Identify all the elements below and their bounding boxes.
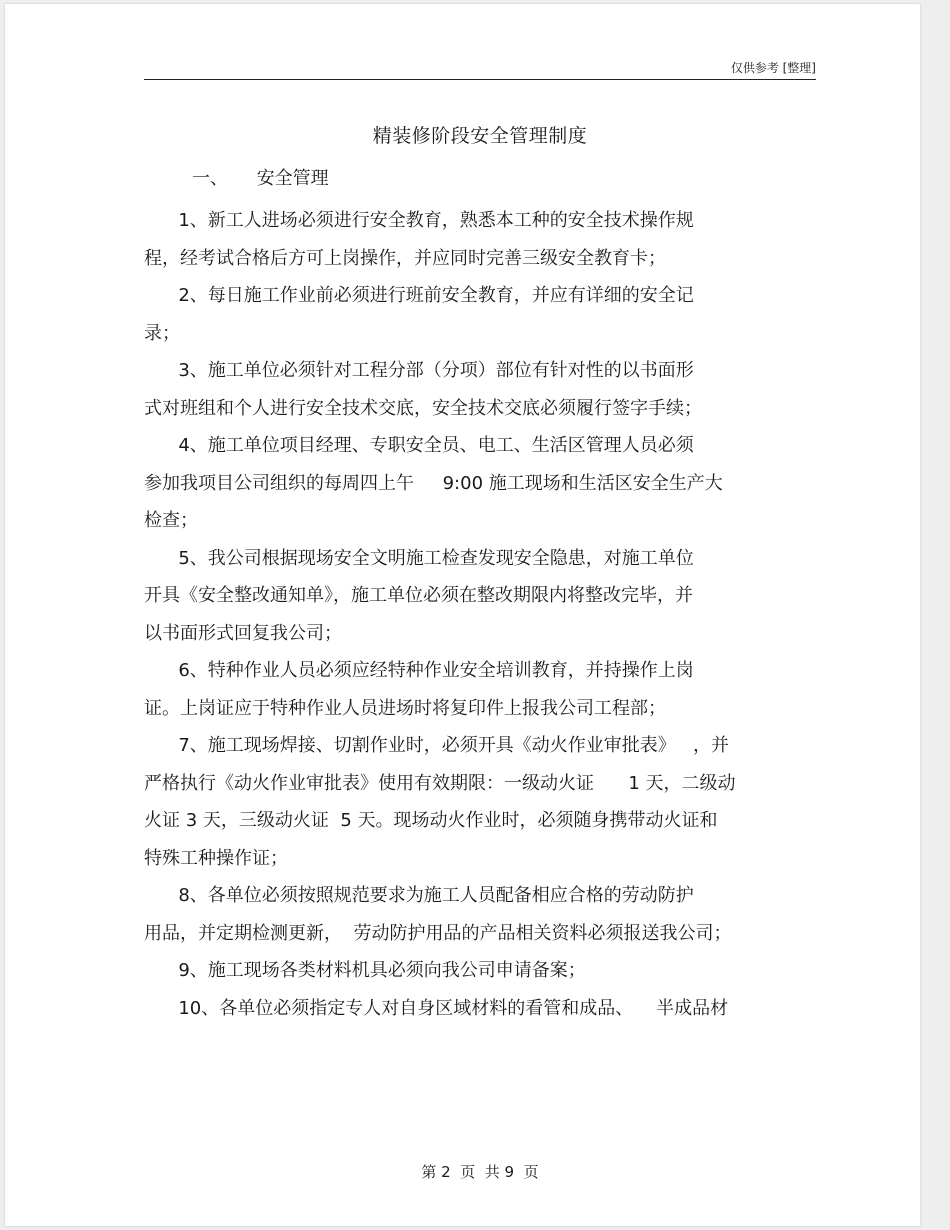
paragraph-line: 1、新工人进场必须进行安全教育，熟悉本工种的安全技术操作规 [144,210,694,231]
paragraph-line: 8、各单位必须按照规范要求为施工人员配备相应合格的劳动防护 [144,885,694,906]
paragraph-line: 录； [144,322,180,344]
paragraph-line: 以书面形式回复我公司； [144,622,342,644]
paragraph-line: 检查； [144,510,198,531]
paragraph-line: 4、施工单位项目经理、专职安全员、电工、生活区管理人员必须 [144,435,694,456]
paragraph-line: 开具《安全整改通知单》，施工单位必须在整改期限内将整改完毕，并 [144,585,693,606]
header-note: 仅供参考 [整理] [730,61,816,75]
paragraph-line: 10、各单位必须指定专人对自身区域材料的看管和成品、 半成品材 [144,997,729,1019]
header-divider [144,79,816,80]
paragraph-line: 7、施工现场焊接、切割作业时，必须开具《动火作业审批表》 ，并 [144,735,729,756]
paragraph-line: 特殊工种操作证； [144,847,288,869]
section-heading: 一、 安全管理 [192,168,329,189]
document-title: 精装修阶段安全管理制度 [372,125,588,147]
document-page [5,4,920,1226]
page-footer: 第 2 页 共 9 页 [421,1163,539,1181]
paragraph-line: 用品，并定期检测更新， 劳动防护用品的产品相关资料必须报送我公司； [144,922,732,944]
paragraph-line: 严格执行《动火作业审批表》使用有效期限：一级动火证 1 天，二级动 [144,772,736,794]
paragraph-line: 3、施工单位必须针对工程分部（分项）部位有针对性的以书面形 [144,360,694,381]
paragraph-line: 证。上岗证应于特种作业人员进场时将复印件上报我公司工程部； [144,697,666,719]
paragraph-line: 9、施工现场各类材料机具必须向我公司申请备案； [144,960,586,981]
paragraph-line: 参加我项目公司组织的每周四上午 9:00 施工现场和生活区安全生产大 [144,472,723,494]
paragraph-line: 火证 3 天，三级动火证 5 天。现场动火作业时，必须随身携带动火证和 [144,810,718,831]
paragraph-line: 6、特种作业人员必须应经特种作业安全培训教育，并持操作上岗 [144,660,694,681]
paragraph-line: 式对班组和个人进行安全技术交底，安全技术交底必须履行签字手续； [144,397,702,419]
paragraph-line: 程，经考试合格后方可上岗操作，并应同时完善三级安全教育卡； [144,247,666,269]
body-text [144,202,816,1027]
paragraph-line: 2、每日施工作业前必须进行班前安全教育，并应有详细的安全记 [144,285,694,306]
paragraph-line: 5、我公司根据现场安全文明施工检查发现安全隐患，对施工单位 [144,547,694,569]
